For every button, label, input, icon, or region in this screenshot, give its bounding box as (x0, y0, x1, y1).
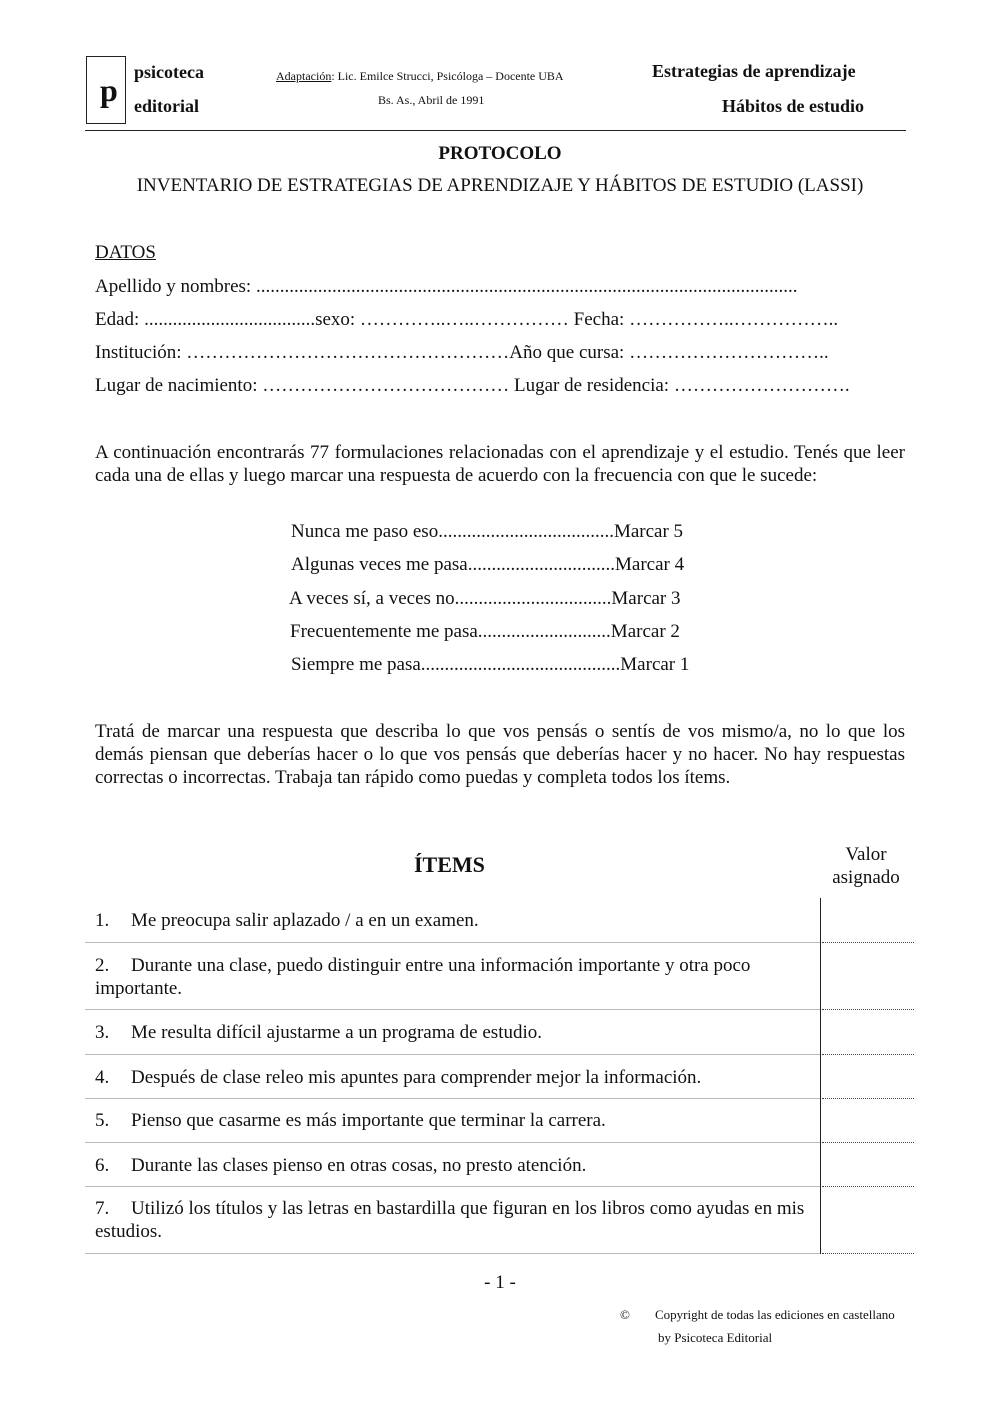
value-input-1[interactable] (822, 942, 914, 943)
item-text: Durante una clase, puedo distinguir entre una información importante y otra poco importante. (95, 955, 751, 999)
value-header-line2: asignado (832, 867, 900, 888)
item-text: Durante las clases pienso en otras cosas, no presto atención. (131, 1155, 587, 1176)
value-input-7[interactable] (822, 1253, 914, 1254)
row-divider (85, 1253, 820, 1254)
intro-paragraph: A continuación encontrarás 77 formulaciones relacionadas con el aprendizaje y el estudio. Tenés que leer cada una de ellas y luego marcar una respuesta de acuerdo con la frecuencia con que le sucede: (95, 442, 905, 486)
brand-name: psicoteca (134, 62, 204, 82)
datos-heading: DATOS (95, 242, 156, 263)
page-title: PROTOCOLO (438, 143, 562, 164)
header-divider (85, 130, 906, 131)
place-date: Bs. As., Abril de 1991 (378, 93, 485, 107)
item-number: 6. (95, 1155, 110, 1176)
adaptation-credit (276, 69, 564, 84)
item-row (95, 1154, 811, 1177)
copyright-icon: © (620, 1307, 630, 1322)
page-number: - 1 - (484, 1272, 516, 1293)
row-divider (85, 1009, 820, 1010)
item-number: 3. (95, 1022, 110, 1043)
scale-option-5: Nunca me paso eso.....................................Marcar 5 (291, 521, 684, 542)
value-header-line1: Valor (845, 844, 887, 865)
item-row (95, 954, 811, 1000)
row-divider (85, 942, 820, 943)
item-row (95, 1109, 811, 1132)
value-input-5[interactable] (822, 1142, 914, 1143)
item-number: 2. (95, 955, 110, 976)
logo-letter: p (100, 72, 118, 108)
item-number: 1. (95, 910, 110, 931)
value-column-header (820, 843, 912, 889)
adaptation-text: : Lic. Emilce Strucci, Psicóloga – Docente UBA (331, 69, 564, 83)
item-text: Me preocupa salir aplazado / a en un examen. (131, 910, 479, 931)
instructions-paragraph: Tratá de marcar una respuesta que describa lo que vos pensás o sentís de vos mismo/a, no lo que los demás piensan que deberías hacer o lo que vos pensás que deberías hacer y no hacer. No hay respuestas correctas o incorrectas. Trabaja tan rápido como puedas y completa todos los ítems. (95, 721, 905, 788)
brand-subname: editorial (134, 96, 199, 116)
institution-year-field[interactable]: Institución: ……………………………………………Año que cursa: ………………………….. (95, 342, 829, 363)
item-number: 5. (95, 1110, 110, 1131)
row-divider (85, 1186, 820, 1187)
item-text: Después de clase releo mis apuntes para comprender mejor la información. (131, 1067, 702, 1088)
scale-option-3: A veces sí, a veces no.................................Marcar 3 (289, 588, 681, 609)
row-divider (85, 1142, 820, 1143)
item-number: 7. (95, 1198, 110, 1219)
header-topic-2: Hábitos de estudio (722, 96, 865, 116)
items-title: ÍTEMS (414, 852, 485, 877)
scale-option-4: Algunas veces me pasa...............................Marcar 4 (291, 554, 685, 575)
item-row (95, 1021, 811, 1044)
copyright-line-2: by Psicoteca Editorial (658, 1330, 773, 1345)
item-row (95, 1197, 811, 1243)
age-sex-date-field[interactable]: Edad: ....................................sexo: …………..…..…………… Fecha: ……………..…………….. (95, 309, 839, 330)
row-divider (85, 1054, 820, 1055)
scale-option-2: Frecuentemente me pasa............................Marcar 2 (290, 621, 680, 642)
row-divider (85, 1098, 820, 1099)
value-column-divider (820, 898, 821, 1254)
scale-option-1: Siempre me pasa..........................................Marcar 1 (291, 654, 690, 675)
value-input-3[interactable] (822, 1054, 914, 1055)
item-text: Utilizó los títulos y las letras en bastardilla que figuran en los libros como ayudas en mis estudios. (95, 1198, 805, 1242)
item-text: Pienso que casarme es más importante que terminar la carrera. (131, 1110, 606, 1131)
value-input-4[interactable] (822, 1098, 914, 1099)
value-input-2[interactable] (822, 1009, 914, 1010)
header-topic-1: Estrategias de aprendizaje (652, 61, 856, 81)
item-row (95, 909, 811, 932)
name-field[interactable]: Apellido y nombres: .................................................................................................................. (95, 276, 798, 297)
birthplace-residence-field[interactable]: Lugar de nacimiento: ………………………………… Lugar de residencia: ………………………. (95, 375, 850, 396)
page-subtitle: INVENTARIO DE ESTRATEGIAS DE APRENDIZAJE Y HÁBITOS DE ESTUDIO (LASSI) (136, 175, 864, 196)
copyright-line-1: Copyright de todas las ediciones en castellano (655, 1307, 895, 1322)
value-input-6[interactable] (822, 1186, 914, 1187)
item-text: Me resulta difícil ajustarme a un programa de estudio. (131, 1022, 543, 1043)
item-row (95, 1066, 811, 1089)
adaptation-label: Adaptación (276, 69, 332, 83)
item-number: 4. (95, 1067, 110, 1088)
